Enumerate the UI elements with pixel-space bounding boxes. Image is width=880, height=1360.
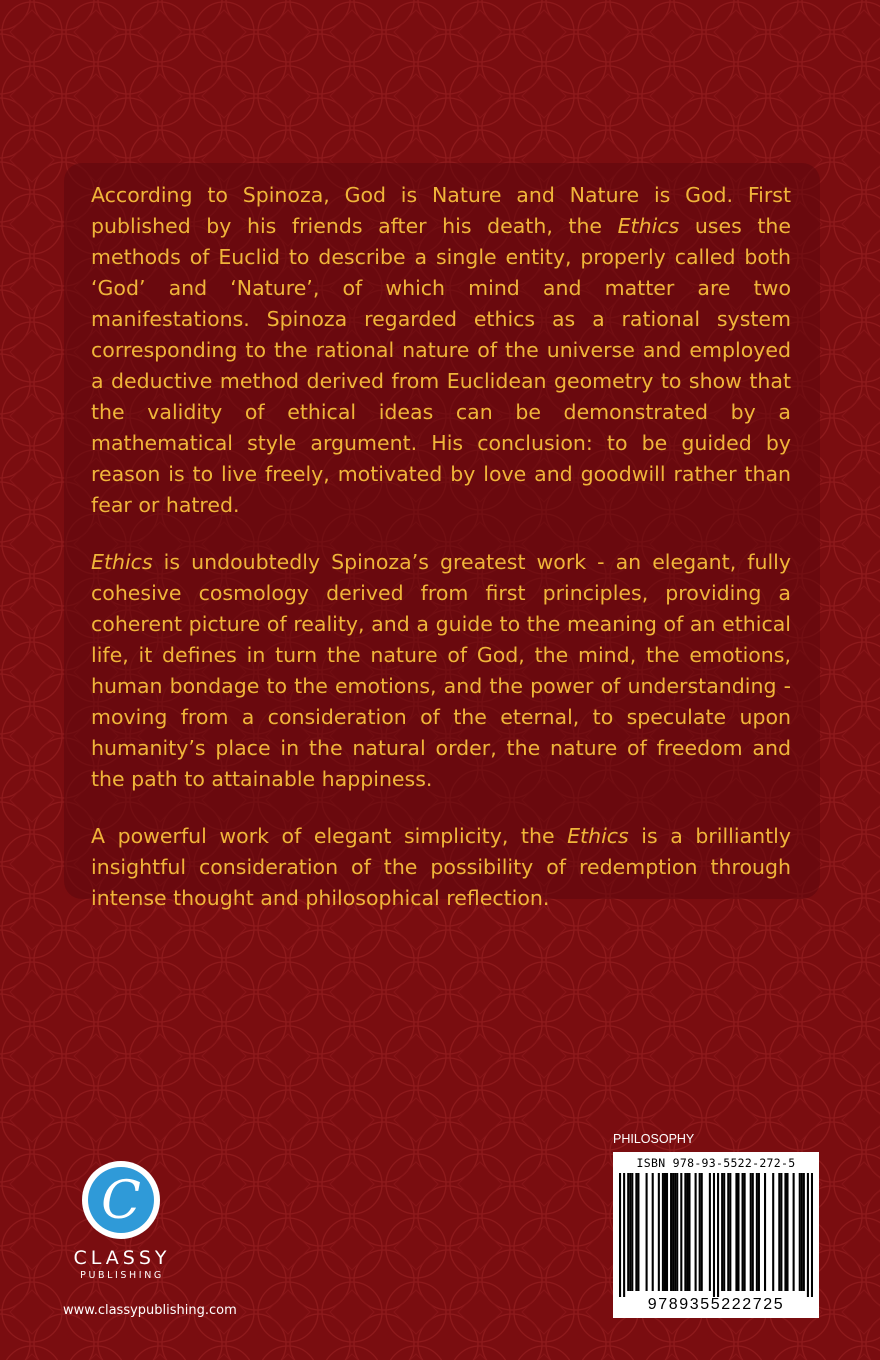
barcode-bar [801,1173,803,1291]
barcode-bar [780,1173,782,1291]
barcode-bar [752,1173,754,1291]
barcode-bar [709,1173,711,1291]
barcode-bar [758,1173,760,1291]
book-title-italic: Ethics [567,824,629,848]
barcode-bar [811,1173,813,1297]
barcode-bar [744,1173,746,1291]
blurb-paragraph-1 [91,180,791,521]
barcode-bar [666,1173,668,1291]
barcode-bar [646,1173,648,1291]
isbn-label: ISBN 978-93-5522-272-5 [636,1156,796,1170]
barcode-bar [803,1173,805,1291]
barcode-bar [686,1173,688,1291]
barcode-bar [793,1173,795,1291]
barcode-bar [723,1173,725,1291]
barcode-bar [778,1173,780,1291]
barcode-bar [784,1173,786,1291]
barcode-bar [672,1173,674,1291]
barcode-bar [786,1173,788,1291]
barcode-bar [658,1173,660,1291]
blurb-paragraph-3 [91,821,791,914]
publisher-subtitle: PUBLISHING [80,1270,164,1281]
book-title-italic: Ethics [91,550,153,574]
blurb-text [91,180,791,914]
barcode-bar [735,1173,737,1291]
logo-letter: C [101,1171,141,1231]
barcode-bar [627,1173,629,1291]
barcode-bar [629,1173,631,1291]
barcode-bar [664,1173,666,1291]
barcode-bar [756,1173,758,1291]
barcode-bar [652,1173,654,1291]
barcode-bars [619,1173,813,1297]
barcode-bar [670,1173,672,1291]
barcode-bar [721,1173,723,1291]
text-run: According to Spinoza, God is Nature and Nature is God. First published by his friends after his death, the [91,183,791,238]
barcode-bar [701,1173,703,1291]
blurb-paragraph-2 [91,547,791,795]
barcode-bar [764,1173,766,1291]
book-title-italic: Ethics [617,214,680,238]
barcode-bar [713,1173,715,1297]
barcode-bar [688,1173,690,1291]
barcode-bar [807,1173,809,1297]
barcode-bar [737,1173,739,1291]
barcode-digits: 9789355222725 [647,1296,785,1313]
barcode-bar [623,1173,625,1297]
barcode-bar [699,1173,701,1291]
barcode-bar [637,1173,639,1291]
barcode-bar [695,1173,697,1291]
text-run: is a brilliantly insightful consideration of the possibility of redemption through intense thought and philosophical reflection. [91,824,791,910]
category-label: PHILOSOPHY [613,1132,695,1146]
barcode-bar [717,1173,719,1297]
barcode-bar [742,1173,744,1291]
publisher-logo [62,1160,182,1288]
barcode-bar [680,1173,682,1291]
publisher-website: www.classypublishing.com [63,1303,237,1318]
barcode-bar [729,1173,731,1291]
barcode-bar [684,1173,686,1291]
text-run: is undoubtedly Spinoza’s greatest work - an elegant, fully cohesive cosmology derived from first principles, providing a coherent picture of reality, and a guide to the meaning of an ethical life, it defines in turn the nature of God, the mind, the emotions, human bondage to the emotions, and the power of understanding - moving from a consideration of the eternal, to speculate upon humanity’s place in the natural order, the nature of freedom and the path to attainable happiness. [91,550,791,791]
barcode-bar [631,1173,633,1291]
barcode-bar [676,1173,678,1291]
isbn-barcode [613,1152,819,1318]
publisher-name: CLASSY [73,1247,171,1269]
barcode-bar [727,1173,729,1291]
barcode-bar [772,1173,774,1291]
barcode-bar [750,1173,752,1291]
text-run: A powerful work of elegant simplicity, the [91,824,568,848]
text-run: uses the methods of Euclid to describe a single entity, properly called both ‘God’ and ‘Nature’, of which mind and matter are two manifestations. Spinoza regarded ethics as a rational system corresponding to the rational nature of the universe and employed a deductive method derived from Euclidean geometry to show that the validity of ethical ideas can be demonstrated by a mathematical style argument. His conclusion: to be guided by reason is to live freely, motivated by love and goodwill rather than fear or hatred. [91,214,791,517]
barcode-bar [799,1173,801,1291]
classy-logo-icon [81,1160,161,1240]
barcode-bar [619,1173,621,1297]
barcode-bar [662,1173,664,1291]
barcode-bar [674,1173,676,1291]
barcode-bar [635,1173,637,1291]
